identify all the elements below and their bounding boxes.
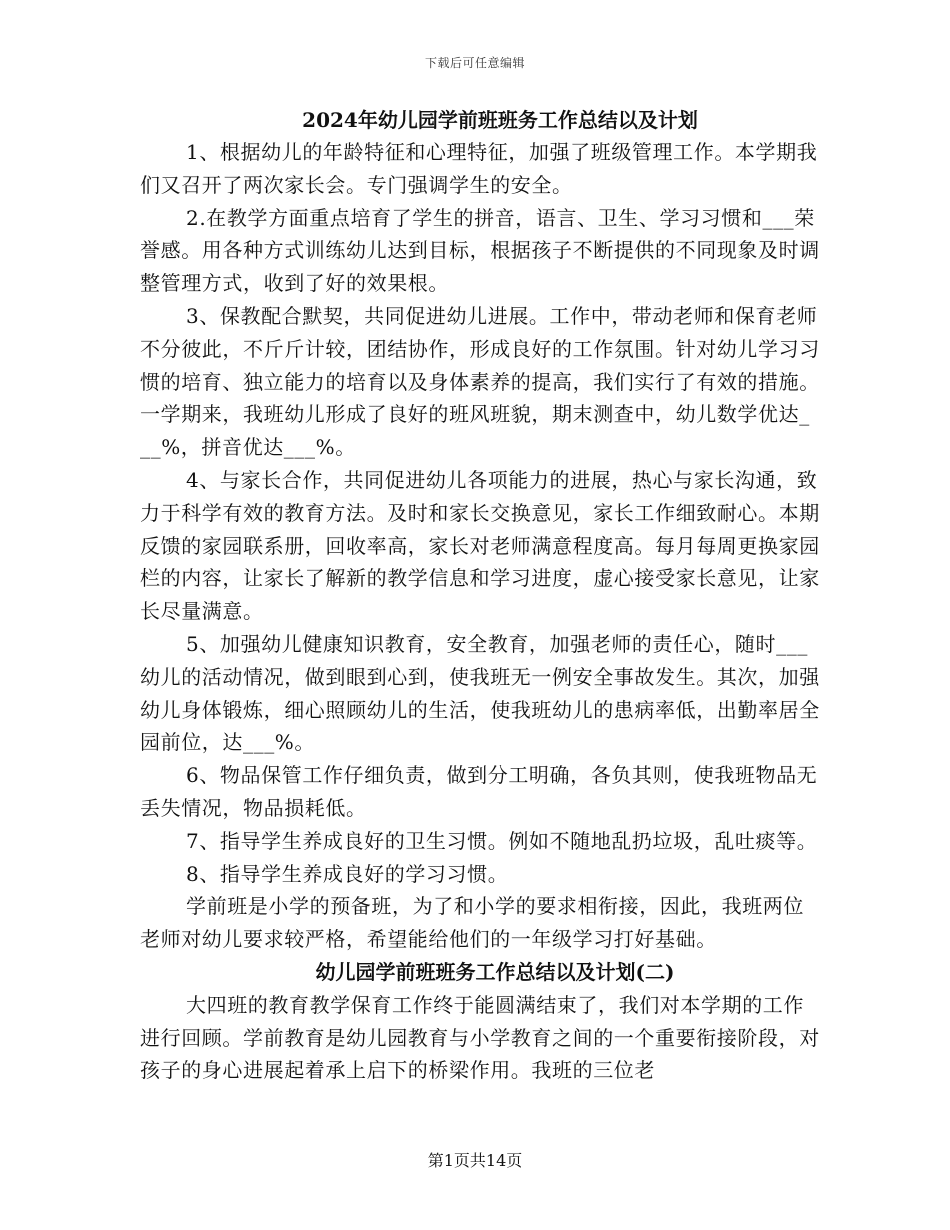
paragraph-4: 4、与家长合作，共同促进幼儿各项能力的进展，热心与家长沟通，致力于科学有效的教育方法。及时和家长交换意见，家长工作细致耐心。本期反馈的家园联系册，回收率高，家长对老师满意程度高。每月每周更换家园栏的内容，让家长了解新的教学信息和学习进度，虚心接受家长意见，让家长尽量满意。 [140,467,820,624]
paragraph-5: 5、加强幼儿健康知识教育，安全教育，加强老师的责任心，随时___幼儿的活动情况，做到眼到心到，使我班无一例安全事故发生。其次，加强幼儿身体锻炼，细心照顾幼儿的生活，使我班幼儿的患病率低，出勤率居全园前位，达___%。 [140,631,820,755]
paragraph-3: 3、保教配合默契，共同促进幼儿进展。工作中，带动老师和保育老师不分彼此，不斤斤计较，团结协作，形成良好的工作氛围。针对幼儿学习习惯的培育、独立能力的培育以及身体素养的提高，我们实行了有效的措施。一学期来，我班幼儿形成了良好的班风班貌，期末测查中，幼儿数学优达___%，拼音优达___%。 [140,303,820,460]
header-note: 下载后可任意编辑 [424,56,525,70]
section-2-paragraph-1: 大四班的教育教学保育工作终于能圆满结束了，我们对本学期的工作进行回顾。学前教育是幼儿园教育与小学教育之间的一个重要衔接阶段，对孩子的身心进展起着承上启下的桥梁作用。我班的三位老 [140,992,820,1083]
page-number: 第1页共14页 [427,1151,523,1170]
paragraph-6: 6、物品保管工作仔细负责，做到分工明确，各负其则，使我班物品无丢失情况，物品损耗低。 [140,763,818,820]
section-2-title: 幼儿园学前班班务工作总结以及计划(二) [315,959,675,984]
paragraph-1: 1、根据幼儿的年龄特征和心理特征，加强了班级管理工作。本学期我们又召开了两次家长会。专门强调学生的安全。 [140,140,818,197]
paragraph-7: 7、指导学生养成良好的卫生习惯。例如不随地乱扔垃圾，乱吐痰等。 [186,828,818,853]
paragraph-2: 2.在教学方面重点培育了学生的拼音，语言、卫生、学习习惯和___荣誉感。用各种方式训练幼儿达到目标，根据孩子不断提供的不同现象及时调整管理方式，收到了好的效果根。 [140,205,820,296]
paragraph-9: 学前班是小学的预备班，为了和小学的要求相衔接，因此，我班两位老师对幼儿要求较严格，希望能给他们的一年级学习打好基础。 [140,894,804,952]
document-title: 2024年幼儿园学前班班务工作总结以及计划 [302,108,698,132]
paragraph-8: 8、指导学生养成良好的学习习惯。 [186,861,509,886]
document-body [140,104,820,1087]
